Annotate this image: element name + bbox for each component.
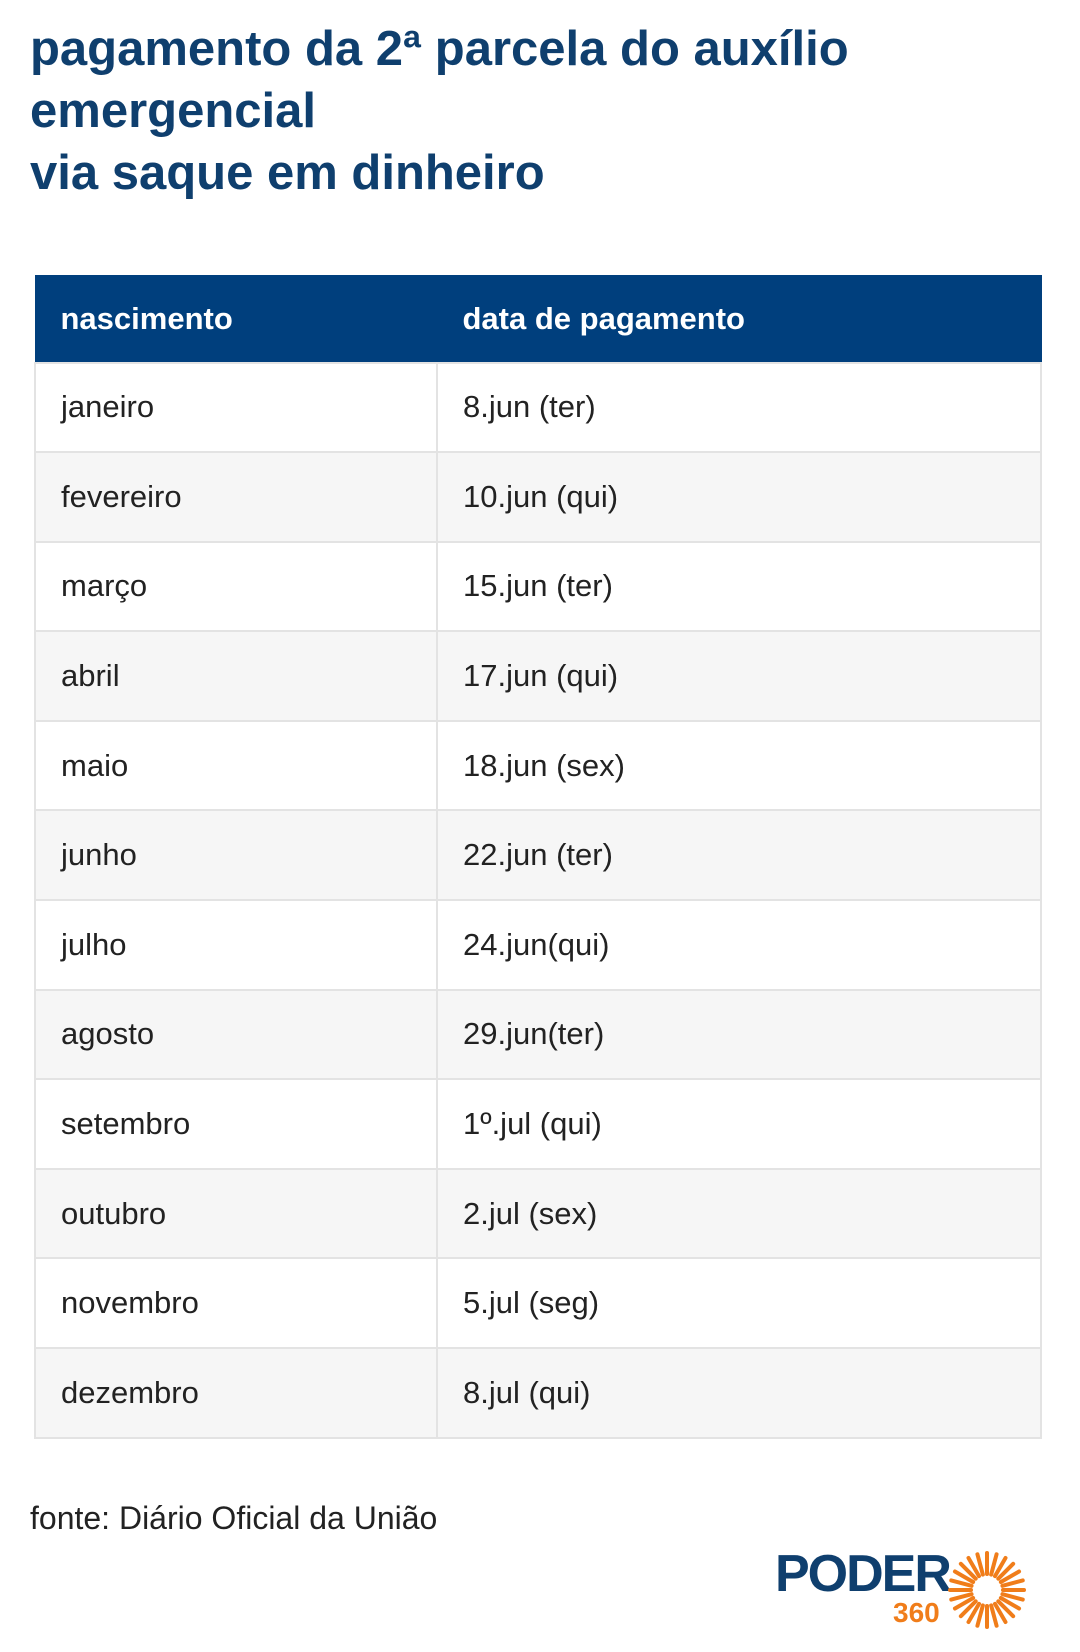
table-row — [35, 542, 1041, 632]
birth-month-cell: outubro — [35, 1169, 437, 1259]
table-row — [35, 810, 1041, 900]
birth-month-cell: dezembro — [35, 1348, 437, 1438]
payment-date-cell: 10.jun (qui) — [437, 452, 1041, 542]
birth-month-cell: novembro — [35, 1258, 437, 1348]
payment-date-cell: 8.jun (ter) — [437, 363, 1041, 453]
birth-month-cell: agosto — [35, 990, 437, 1080]
table-header-row — [35, 276, 1041, 363]
table-row — [35, 1169, 1041, 1259]
source-note: fonte: Diário Oficial da União — [30, 1500, 438, 1536]
payment-date-cell: 8.jul (qui) — [437, 1348, 1041, 1438]
birth-month-cell: abril — [35, 631, 437, 721]
sun-icon — [947, 1550, 1027, 1630]
payment-date-cell: 1º.jul (qui) — [437, 1079, 1041, 1169]
birth-month-cell: janeiro — [35, 363, 437, 453]
table-row — [35, 1348, 1041, 1438]
title-line-1: pagamento da 2ª parcela do auxílio — [30, 22, 849, 76]
table-row — [35, 1258, 1041, 1348]
payment-date-cell: 22.jun (ter) — [437, 810, 1041, 900]
payment-date-cell: 29.jun(ter) — [437, 990, 1041, 1080]
birth-month-cell: fevereiro — [35, 452, 437, 542]
table-row — [35, 631, 1041, 721]
payment-date-cell: 15.jun (ter) — [437, 542, 1041, 632]
table-row — [35, 452, 1041, 542]
title-line-3: via saque em dinheiro — [30, 146, 545, 200]
poder360-logo — [775, 1546, 1035, 1636]
table-row — [35, 900, 1041, 990]
payment-schedule-table — [34, 275, 1042, 1439]
header-payment-date: data de pagamento — [437, 276, 1041, 363]
payment-date-cell: 24.jun(qui) — [437, 900, 1041, 990]
payment-date-cell: 5.jul (seg) — [437, 1258, 1041, 1348]
birth-month-cell: maio — [35, 721, 437, 811]
logo-wordmark: PODER — [775, 1545, 950, 1603]
birth-month-cell: março — [35, 542, 437, 632]
table-row — [35, 1079, 1041, 1169]
birth-month-cell: julho — [35, 900, 437, 990]
payment-date-cell: 18.jun (sex) — [437, 721, 1041, 811]
payment-date-cell: 2.jul (sex) — [437, 1169, 1041, 1259]
payment-date-cell: 17.jun (qui) — [437, 631, 1041, 721]
title-line-2: emergencial — [30, 84, 316, 138]
table-row — [35, 363, 1041, 453]
header-birth-month: nascimento — [35, 276, 437, 363]
table-row — [35, 721, 1041, 811]
logo-number: 360 — [893, 1597, 940, 1628]
birth-month-cell: junho — [35, 810, 437, 900]
page-title — [30, 18, 1030, 204]
birth-month-cell: setembro — [35, 1079, 437, 1169]
table-row — [35, 990, 1041, 1080]
